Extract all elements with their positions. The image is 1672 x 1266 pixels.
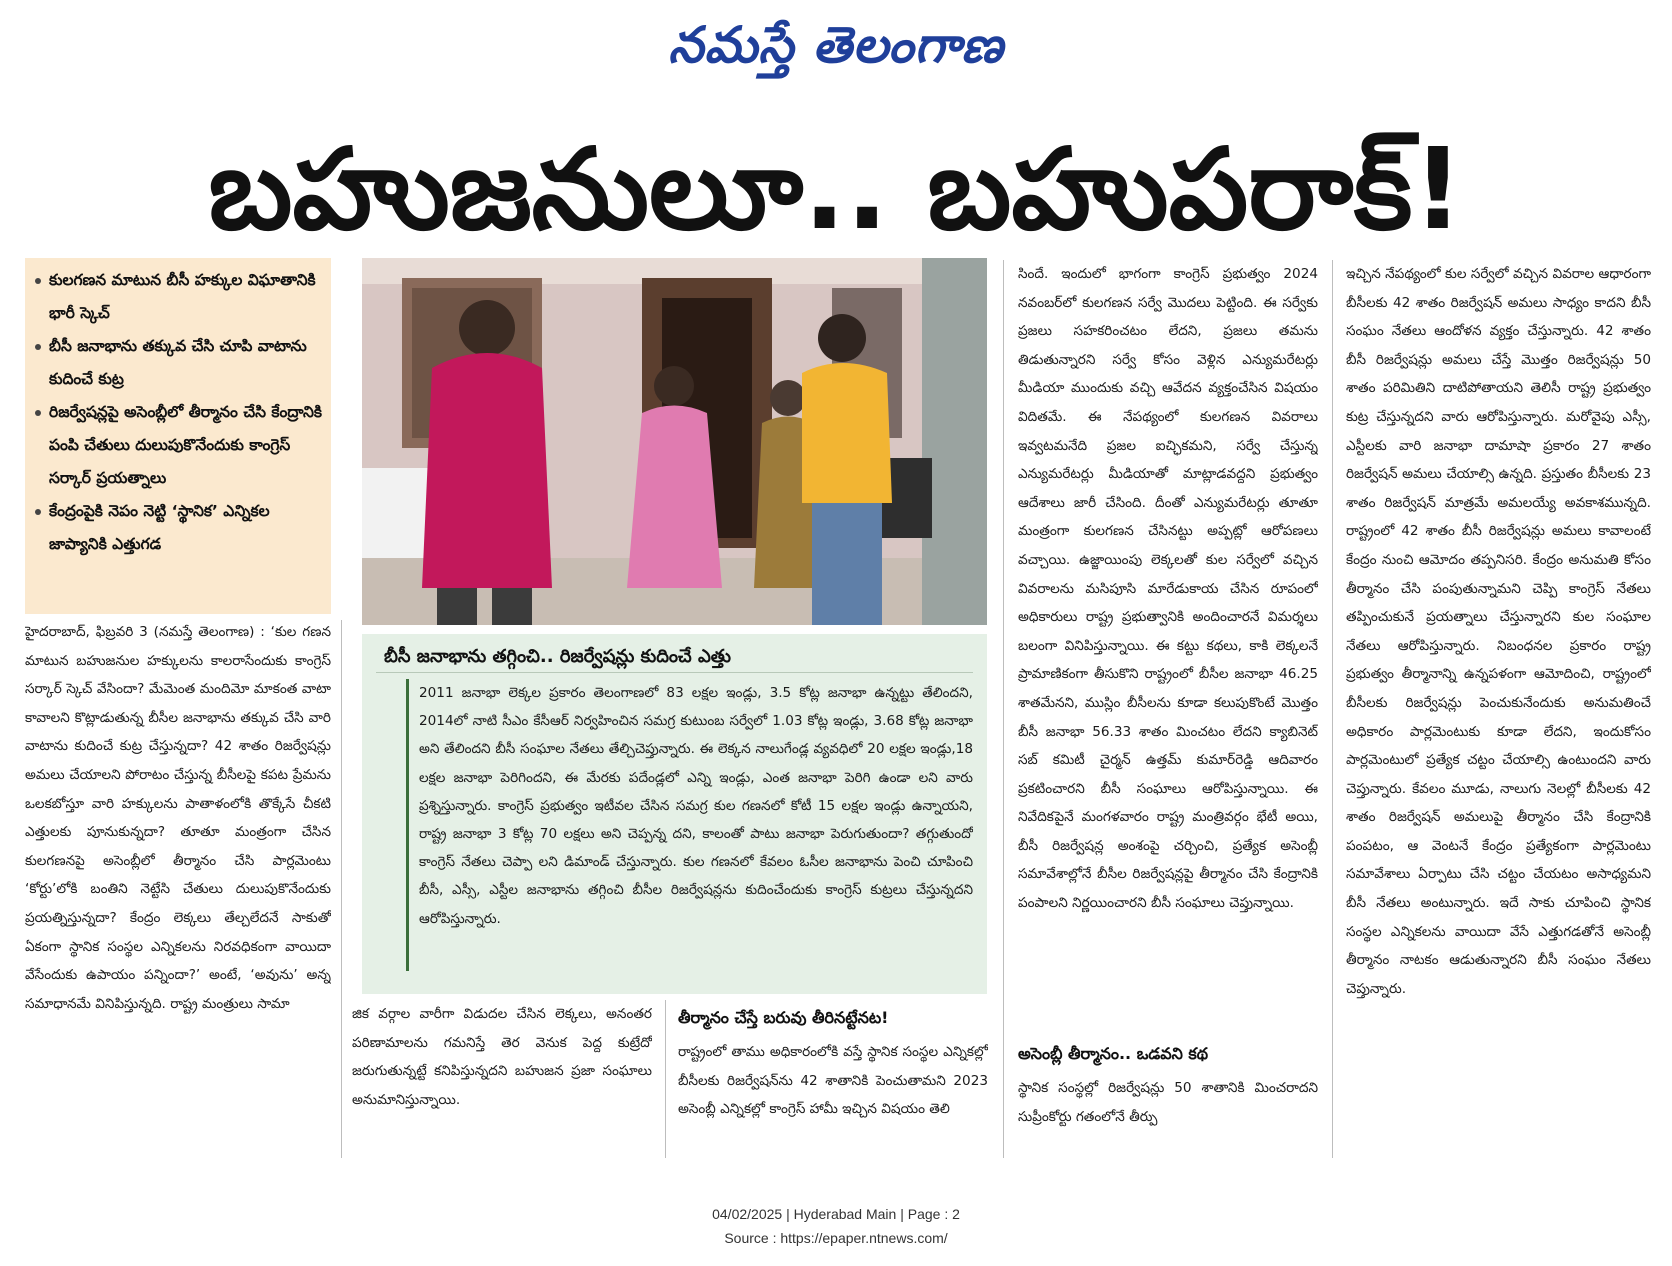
bullet-icon xyxy=(35,344,41,350)
highlight-item: కేంద్రంపైకి నెపం నెట్టి ‘స్థానిక’ ఎన్నికల జాప్యానికి ఎత్తుగడ xyxy=(31,495,325,561)
highlight-item: కులగణన మాటున బీసీ హక్కుల విఘాతానికి భారీ స్కెచ్‌ xyxy=(31,264,325,330)
column-5 xyxy=(1346,260,1651,1158)
footer-edition: 04/02/2025 | Hyderabad Main | Page : 2 xyxy=(712,1206,960,1222)
column-5-text: ఇచ్చిన నేపథ్యంలో కుల సర్వేలో వచ్చిన వివరాల ఆధారంగా బీసీలకు 42 శాతం రిజర్వేషన్‌ అమలు సాధ్యం కాదని బీసీ సంఘం నేతలు ఆందోళన వ్యక్తం చేస్తున్నారు. 42 శాతం బీసీ రిజర్వేషన్లు అమలు చేస్తే మొత్తం రిజర్వేషన్లు 50 శాతం పరిమితిని దాటిపోతాయని తెలిసీ రాష్ట్ర ప్రభుత్వం కుట్ర చేస్తున్నదని వారు ఆరోపిస్తున్నారు. మరోవైపు ఎస్సీ, ఎస్టీలకు వారి జనాభా దామాషా ప్రకారం 27 శాతం రిజర్వేషన్‌ అమలు చేయాల్సి ఉన్నది. ప్రస్తుతం బీసీలకు 23 శాతం రిజర్వేషన్‌ మాత్రమే అమలయ్యే అవకాశమున్నది. రాష్ట్రంలో 42 శాతం బీసీ రిజర్వేషన్లు అమలు కావాలంటే కేంద్రం నుంచి ఆమోదం తప్పనిసరి. కేంద్రం అనుమతి కోసం తీర్మానం చేసి పంపుతున్నామని చెప్పి కాంగ్రెస్‌ నేతలు తప్పించుకునే ప్రయత్నాలు చేస్తున్నారని కుల సంఘాల నేతలు ఆరోపిస్తున్నారు. నిబంధనల ప్రకారం రాష్ట్ర ప్రభుత్వం తీర్మానాన్ని ఉన్నపళంగా ఆమోదించి, రాష్ట్రంలో బీసీలకు రిజర్వేషన్లు పెంచుకునేందుకు అనుమతించే అధికారం పార్లమెంటుకు కూడా లేదని, ఇందుకోసం పార్లమెంటులో ప్రత్యేక చట్టం చేయాల్సి ఉంటుందని వారు చెప్తున్నారు. కేవలం మూడు, నాలుగు నెలల్లో బీసీలకు 42 శాతం రిజర్వేషన్‌ అమలుపై తీర్మానం చేసి కేంద్రానికి పంపటం, ఆ వెంటనే కేంద్రం ప్రత్యేకంగా పార్లమెంటు సమావేశాలు ఏర్పాటు చేసి చట్టం చేయటం అసాధ్యమని బీసీ నేతలు అంటున్నారు. ఇదే సాకు చూపించి స్థానిక సంస్థల ఎన్నికలను వాయిదా వేసే ఎత్తుగడతోనే అసెంబ్లీ తీర్మానం నాటకం ఆడుతున్నారని బీసీ సంఘం నేతలు చెప్తున్నారు. xyxy=(1346,266,1651,997)
column-divider xyxy=(341,620,342,1158)
inset-title: బీసీ జనాభాను తగ్గించి.. రిజర్వేషన్లు కుదించే ఎత్తు xyxy=(376,642,973,673)
news-photo-illustration xyxy=(362,258,987,625)
column-4-subhead: అసెంబ్లీ తీర్మానం.. ఒడవని కథ xyxy=(1018,1044,1209,1063)
column-1-text: హైదరాబాద్‌, ఫిబ్రవరి 3 (నమస్తే తెలంగాణ) : ‘కుల గణన మాటున బహుజనుల హక్కులను కాలరాసేందుకు కాంగ్రెస్‌ సర్కార్‌ స్కెచ్‌ వేసిందా? మేమెంత మందిమో మాకంత వాటా కావాలని కొట్లాడుతున్న బీసీల జనాభాను తక్కువ చేసి వారి వాటాను కుదించే కుట్ర చేస్తున్నదా? 42 శాతం రిజర్వేషన్లు అమలు చేయాలని పోరాటం చేస్తున్న బీసీలపై కపట ప్రేమను ఒలకబోస్తూ వారి హక్కులను పాతాళంలోకి తొక్కేసే చీకటి ఎత్తులకు పూనుకున్నదా? తూతూ మంత్రంగా చేసిన కులగణనపై అసెంబ్లీలో తీర్మానం చేసి పార్లమెంటు ‘కోర్టు’లోకి బంతిని నెట్టేసి చేతులు దులుపుకొనేందుకు ప్రయత్నిస్తున్నదా? కేంద్రం లెక్కలు తేల్చలేదనే సాకుతో ఏకంగా స్థానిక సంస్థల ఎన్నికలను నిరవధికంగా వాయిదా వేసేందుకు ఉపాయం పన్నిందా?’ అంటే, ‘అవును’ అన్న సమాధానమే వినిపిస్తున్నది. రాష్ట్ర మంత్రులు సామా xyxy=(25,624,331,1012)
column-4 xyxy=(1018,260,1318,1158)
highlight-item: రిజర్వేషన్లపై అసెంబ్లీలో తీర్మానం చేసి కేంద్రానికి పంపి చేతులు దులుపుకొనేందుకు కాంగ్రెస్‌ సర్కార్‌ ప్రయత్నాలు xyxy=(31,396,325,495)
masthead-logo: నమస్తే తెలంగాణ xyxy=(668,16,1004,74)
footer-source: Source : https://epaper.ntnews.com/ xyxy=(724,1230,948,1246)
bullet-icon xyxy=(35,410,41,416)
column-2-text: జిక వర్గాల వారీగా విడుదల చేసిన లెక్కలు, అనంతర పరిణామాలను గమనిస్తే తెర వెనుక పెద్ద కుట్రేదో జరుగుతున్నట్టే కనిపిస్తున్నదని బహుజన ప్రజా సంఘాలు అనుమానిస్తున్నాయి. xyxy=(352,1006,652,1108)
inset-text: 2011 జనాభా లెక్కల ప్రకారం తెలంగాణలో 83 లక్షల ఇండ్లు, 3.5 కోట్ల జనాభా ఉన్నట్టు తేలిందని, 2014లో నాటి సీఎం కేసీఆర్‌ నిర్వహించిన సమగ్ర కుటుంబ సర్వేలో 1.03 కోట్ల ఇండ్లు, 3.68 కోట్ల జనాభా అని తేలిందని బీసీ సంఘాల నేతలు తేల్చిచెప్తున్నారు. ఈ లెక్కన నాలుగేండ్ల వ్యవధిలో 20 లక్షల ఇండ్లు,18 లక్షల జనాభా పెరిగిందని, ఈ మేరకు పదేండ్లలో ఎన్ని ఇండ్లు, ఎంత జనాభా పెరిగి ఉండా లని వారు ప్రశ్నిస్తున్నారు. కాంగ్రెస్‌ ప్రభుత్వం ఇటీవల చేసిన సమగ్ర కుల గణనలో కోటీ 15 లక్షల ఇండ్లు ఉన్నాయని, రాష్ట్ర జనాభా 3 కోట్ల 70 లక్షలు అని చెప్పన్న దని, కాలంతో పాటు జనాభా పెరుగుతుందా? తగ్గుతుందో కాంగ్రెస్‌ నేతలు చెప్పా లని డిమాండ్‌ చేస్తున్నారు. కుల గణనలో కేవలం ఓసీల జనాభాను పెంచి చూపించి బీసీ, ఎస్సీ, ఎస్టీల జనాభాను తగ్గించి బీసీల రిజర్వేషన్లను కుదించేందుకు కాంగ్రెస్‌ కుట్రలు చేస్తున్నదని ఆరోపిస్తున్నారు. xyxy=(406,679,973,971)
column-divider xyxy=(665,1000,666,1158)
news-photo xyxy=(362,258,987,625)
highlights-box xyxy=(25,258,331,614)
column-divider xyxy=(1003,260,1004,1158)
column-3-subhead: తీర్మానం చేస్తే బరువు తీరినట్టేనట! xyxy=(678,1008,889,1027)
column-2 xyxy=(352,1000,652,1158)
highlight-item: బీసీ జనాభాను తక్కువ చేసి చూపి వాటాను కుదించే కుట్ర xyxy=(31,330,325,396)
column-3 xyxy=(678,1000,988,1158)
bullet-icon xyxy=(35,278,41,284)
column-4-text: సిందే. ఇందులో భాగంగా కాంగ్రెస్‌ ప్రభుత్వం 2024 నవంబర్‌లో కులగణన సర్వే మొదలు పెట్టింది. ఈ సర్వేకు ప్రజలు సహకరించటం లేదని, ప్రజలు తమను తిడుతున్నారని సర్వే కోసం వెళ్లిన ఎన్యుమరేటర్లు మీడియా ముందుకు వచ్చి ఆవేదన వ్యక్తంచేసిన విషయం విదితమే. ఈ నేపథ్యంలో కులగణన వివరాలు ఇవ్వటమనేది ప్రజల ఐచ్ఛికమని, సర్వే చేస్తున్న ఎన్యుమరేటర్లు మీడియాతో మాట్లాడవద్దని ప్రభుత్వం ఆదేశాలు జారీ చేసింది. దీంతో ఎన్యుమరేటర్లు తూతూ మంత్రంగా కులగణన చేసినట్టు అప్పట్లో ఆరోపణలు వచ్చాయి. ఉజ్జాయింపు లెక్కలతో కుల సర్వేలో వచ్చిన వివరాలను మసిపూసి మారేడుకాయ చేసిన రూపంలో అధికారులు రాష్ట్ర ప్రభుత్వానికి అందించారనే విమర్శలు బలంగా వినిపిస్తున్నాయి. ఈ కట్టు కథలు, కాకి లెక్కలనే ప్రామాణికంగా తీసుకొని రాష్ట్రంలో బీసీల జనాభా 46.25 శాతమేనని, ముస్లిం బీసీలను కూడా కలుపుకొంటే మొత్తం బీసీ జనాభా 56.33 శాతం మించటం లేదని క్యాబినెట్‌ సబ్‌ కమిటీ చైర్మన్‌ ఉత్తమ్‌ కుమార్‌రెడ్డి ఆదివారం ప్రకటించారని బీసీ సంఘాలు ఆరోపిస్తున్నాయి. ఈ నివేదికపైనే మంగళవారం రాష్ట్ర మంత్రివర్గం భేటీ అయి, బీసీ రిజర్వేషన్ల అంశంపై చర్చించి, ప్రత్యేక అసెంబ్లీ సమావేశాల్లోనే బీసీల రిజర్వేషన్లపై తీర్మానం చేసి కేంద్రానికి పంపాలని నిర్ణయించారని బీసీ సంఘాలు చెప్తున్నాయి. xyxy=(1018,266,1318,912)
column-divider xyxy=(1332,260,1333,1158)
column-1 xyxy=(25,618,331,1158)
headline: బహుజనులూ.. బహుపరాక్‌! xyxy=(208,125,1464,255)
inset-box xyxy=(362,634,987,994)
column-4-text-2: స్థానిక సంస్థల్లో రిజర్వేషన్లు 50 శాతానికి మించరాదని సుప్రీంకోర్టు గతంలోనే తీర్పు xyxy=(1018,1080,1318,1125)
bullet-icon xyxy=(35,509,41,515)
column-3-text: రాష్ట్రంలో తాము అధికారంలోకి వస్తే స్థానిక సంస్థల ఎన్నికల్లో బీసీలకు రిజర్వేషన్‌ను 42 శాతానికి పెంచుతామని 2023 అసెంబ్లీ ఎన్నికల్లో కాంగ్రెస్‌ హామీ ఇచ్చిన విషయం తెలి xyxy=(678,1044,988,1118)
